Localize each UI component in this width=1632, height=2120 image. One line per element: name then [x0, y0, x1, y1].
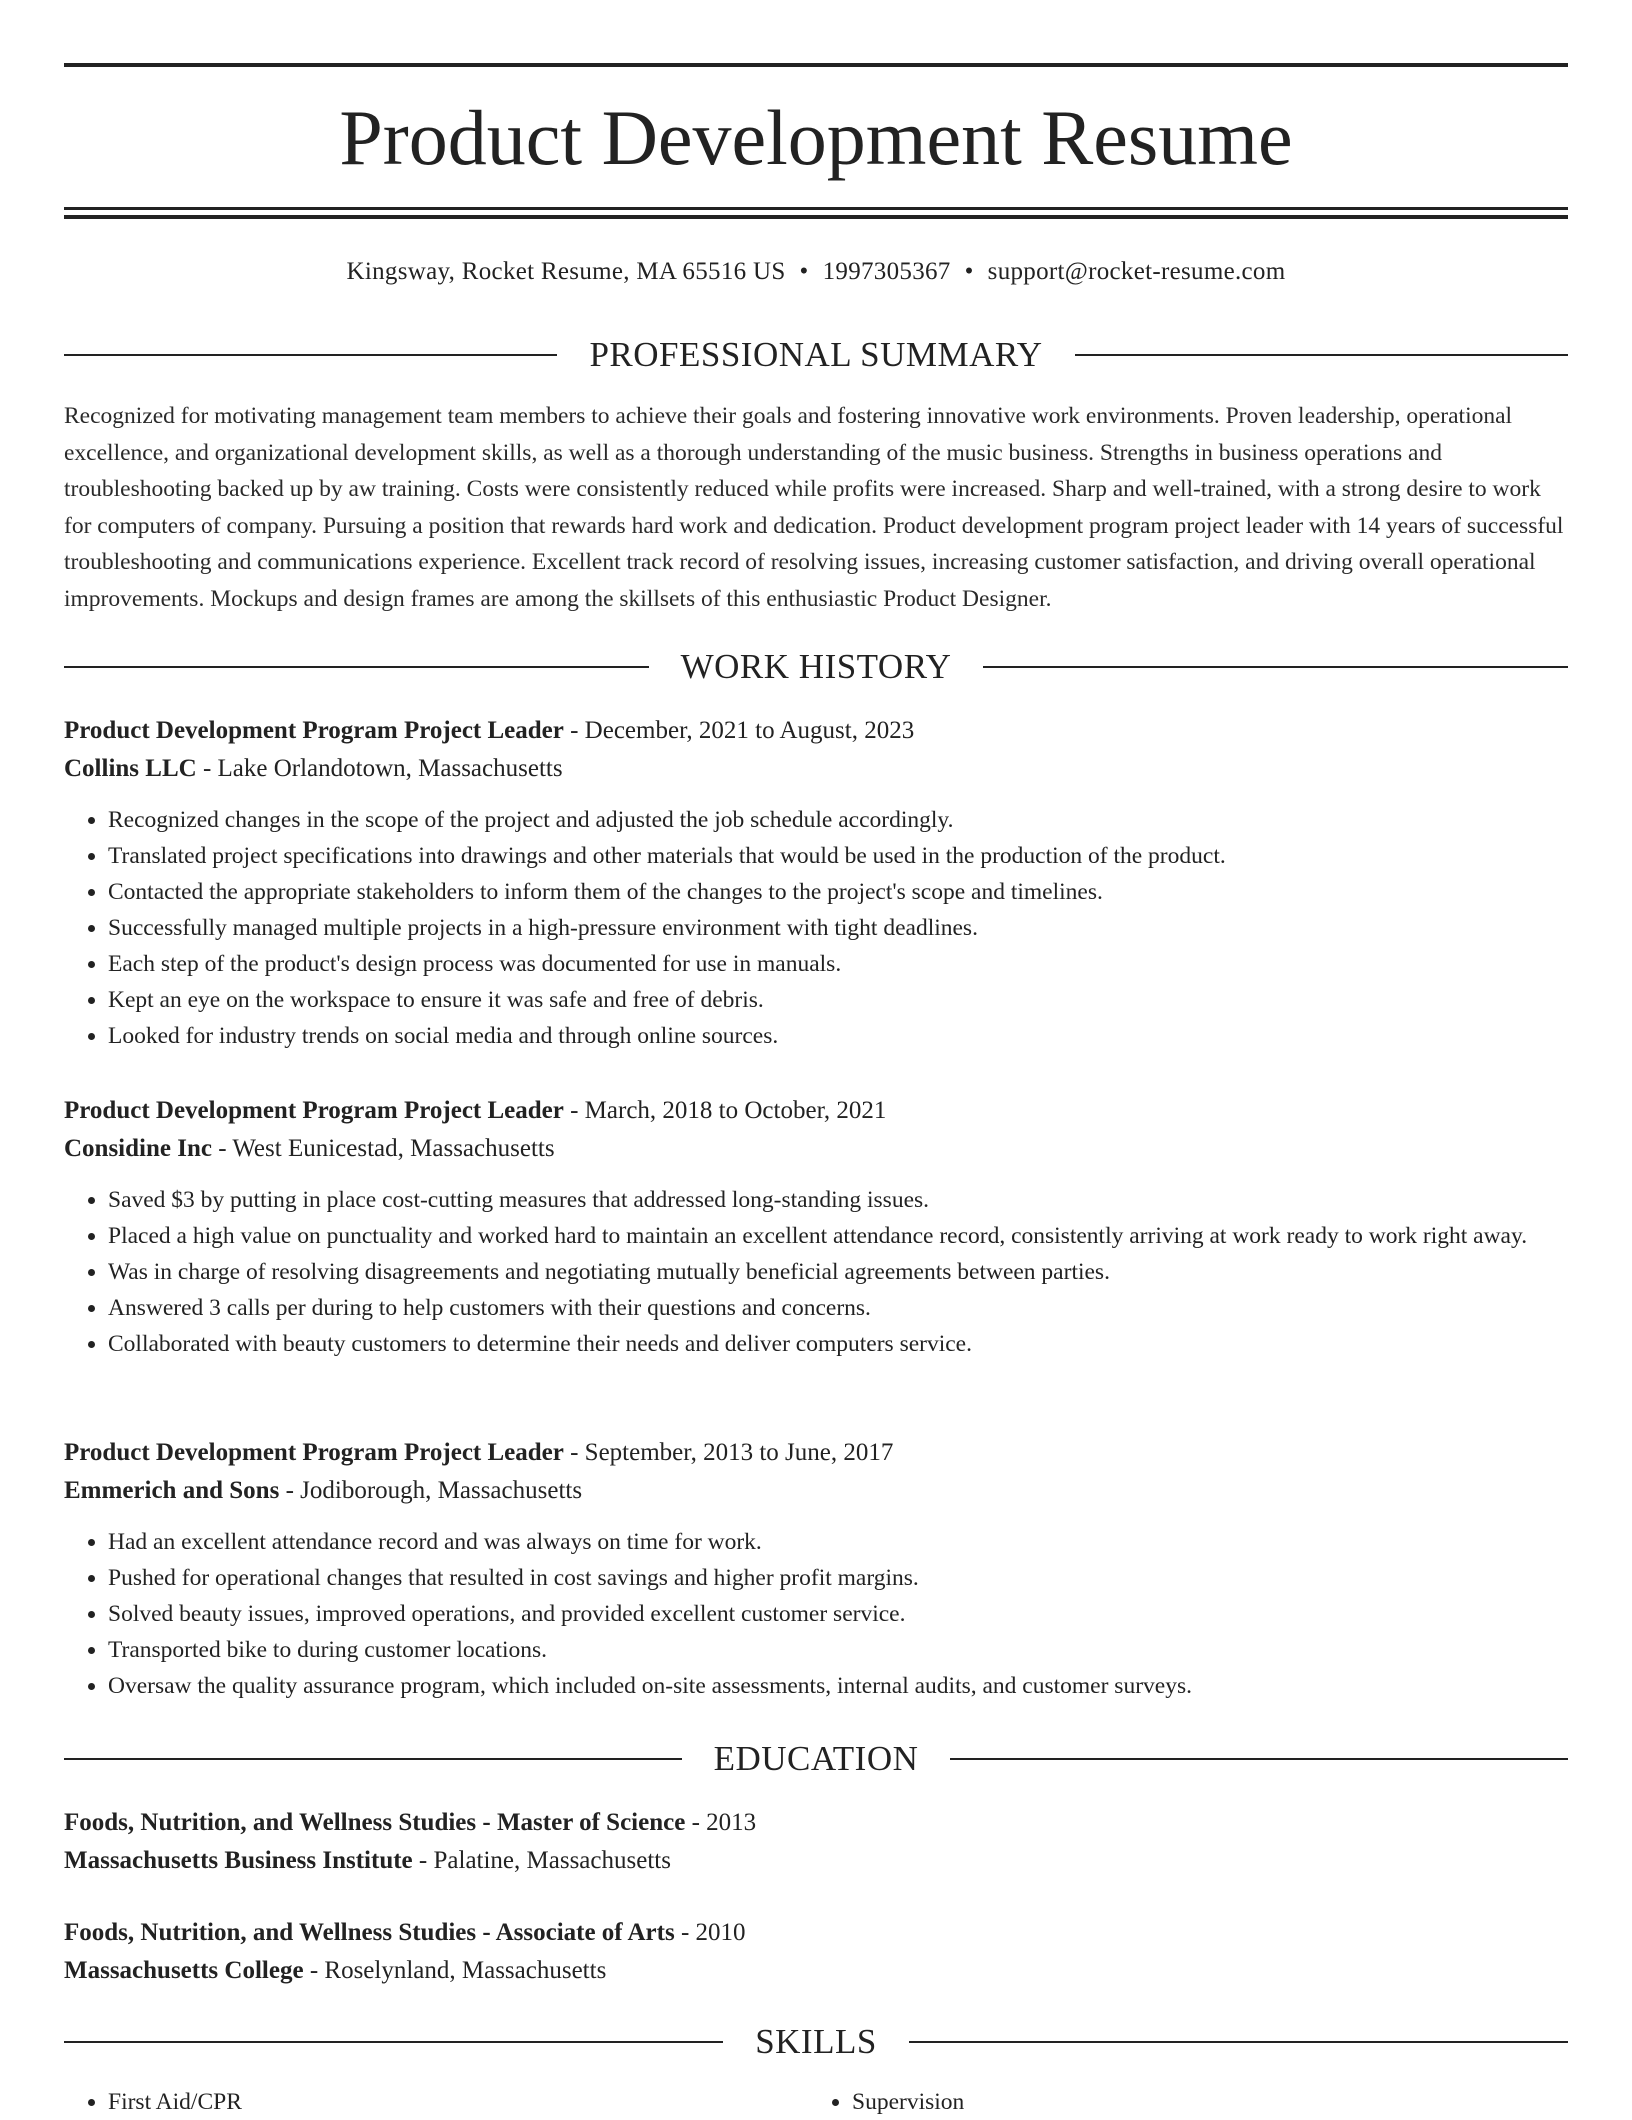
education-degree-line	[64, 1804, 1568, 1842]
job-bullet-list	[64, 1524, 1568, 1704]
education-school: Massachusetts College	[64, 1957, 304, 1984]
list-item: • Looked for industry trends on social media and through online sources.	[108, 1018, 1568, 1054]
job-entry	[64, 1092, 1568, 1362]
list-item: • Kept an eye on the workspace to ensure it was safe and free of debris.	[108, 982, 1568, 1018]
section-heading-skills	[64, 2020, 1568, 2064]
list-item: • Answered 3 calls per during to help customers with their questions and concerns.	[108, 1290, 1568, 1326]
section-heading-label: WORK HISTORY	[680, 647, 952, 686]
job-bullet-list	[64, 802, 1568, 1054]
page-title: Product Development Resume	[339, 94, 1293, 181]
job-bullet-list	[64, 1182, 1568, 1362]
education-school-line	[64, 1952, 1568, 1990]
list-item: • Placed a high value on punctuality and worked hard to maintain an excellent attendance record, consistently arriving at work ready to work right away.	[108, 1218, 1568, 1254]
list-item: • Was in charge of resolving disagreements and negotiating mutually beneficial agreements between parties.	[108, 1254, 1568, 1290]
job-company-line	[64, 1130, 1568, 1168]
contact-separator: •	[799, 258, 809, 285]
contact-separator: •	[964, 258, 974, 285]
education-degree: Foods, Nutrition, and Wellness Studies - Associate of Arts	[64, 1919, 675, 1946]
title-rule-lower	[64, 215, 1568, 219]
list-item: • First Aid/CPR	[108, 2084, 808, 2120]
list-item: • Successfully managed multiple projects in a high-pressure environment with tight deadlines.	[108, 910, 1568, 946]
list-item: • Each step of the product's design process was documented for use in manuals.	[108, 946, 1568, 982]
skills-list	[64, 2084, 1568, 2120]
education-entry	[64, 1804, 1568, 1880]
job-location: - West Eunicestad, Massachusetts	[211, 1135, 555, 1162]
contact-phone: 1997305367	[822, 258, 951, 285]
job-dates: - September, 2013 to June, 2017	[563, 1439, 894, 1466]
education-location: - Palatine, Massachusetts	[412, 1847, 671, 1874]
contact-line	[64, 252, 1568, 292]
section-heading-label: PROFESSIONAL SUMMARY	[589, 335, 1043, 374]
job-entry	[64, 1434, 1568, 1704]
heading-rule	[983, 666, 1568, 668]
list-item: • Pushed for operational changes that resulted in cost savings and higher profit margins.	[108, 1560, 1568, 1596]
job-entry	[64, 712, 1568, 1054]
job-title: Product Development Program Project Leader	[64, 1439, 564, 1466]
heading-rule	[64, 354, 557, 356]
job-company-line	[64, 1472, 1568, 1510]
list-item: • Contacted the appropriate stakeholders to inform them of the changes to the project's scope and timelines.	[108, 874, 1568, 910]
job-dates: - December, 2021 to August, 2023	[563, 717, 915, 744]
list-item: • Solved beauty issues, improved operations, and provided excellent customer service.	[108, 1596, 1568, 1632]
education-school: Massachusetts Business Institute	[64, 1847, 413, 1874]
list-item: • Collaborated with beauty customers to determine their needs and deliver computers service.	[108, 1326, 1568, 1362]
heading-rule	[64, 1758, 682, 1760]
job-title-line	[64, 1092, 1568, 1130]
list-item: • Had an excellent attendance record and was always on time for work.	[108, 1524, 1568, 1560]
section-heading-label: SKILLS	[755, 2022, 877, 2061]
skills-column-right	[808, 2084, 1552, 2120]
education-year: - 2013	[685, 1809, 757, 1836]
job-location: - Lake Orlandotown, Massachusetts	[196, 755, 563, 782]
section-heading-label: EDUCATION	[713, 1739, 919, 1778]
list-item: • Recognized changes in the scope of the project and adjusted the job schedule accordingly.	[108, 802, 1568, 838]
contact-address: Kingsway, Rocket Resume, MA 65516 US	[346, 258, 786, 285]
job-location: - Jodiborough, Massachusetts	[279, 1477, 583, 1504]
heading-rule	[909, 2041, 1568, 2043]
heading-rule	[64, 666, 649, 668]
heading-rule	[1075, 354, 1568, 356]
education-year: - 2010	[674, 1919, 746, 1946]
list-item: • Oversaw the quality assurance program, which included on-site assessments, internal audits, and customer surveys.	[108, 1668, 1568, 1704]
top-rule	[64, 63, 1568, 67]
job-company-line	[64, 750, 1568, 788]
heading-rule	[950, 1758, 1568, 1760]
education-degree-line	[64, 1914, 1568, 1952]
summary-text: Recognized for motivating management team members to achieve their goals and fostering innovative work environments. Proven leadership, operational excellence, and organizational development skills, as well as a thorough understanding of the music business. Strengths in business operations and troubleshooting backed up by aw training. Costs were consistently reduced while profits were increased. Sharp and well-trained, with a strong desire to work for computers of company. Pursuing a position that rewards hard work and dedication. Product development program project leader with 14 years of successful troubleshooting and communications experience. Excellent track record of resolving issues, increasing customer satisfaction, and driving overall operational improvements. Mockups and design frames are among the skillsets of this enthusiastic Product Designer.	[64, 403, 1564, 612]
skills-column-left	[64, 2084, 808, 2120]
list-item: • Transported bike to during customer locations.	[108, 1632, 1568, 1668]
job-title-line	[64, 712, 1568, 750]
education-location: - Roselynland, Massachusetts	[303, 1957, 607, 1984]
education-school-line	[64, 1842, 1568, 1880]
section-heading-summary	[64, 333, 1568, 377]
list-item: • Supervision	[852, 2084, 1552, 2120]
section-heading-work-history	[64, 645, 1568, 689]
job-title: Product Development Program Project Leader	[64, 1097, 564, 1124]
job-company: Collins LLC	[64, 755, 197, 782]
list-item: • Translated project specifications into drawings and other materials that would be used in the production of the product.	[108, 838, 1568, 874]
job-title: Product Development Program Project Leader	[64, 717, 564, 744]
heading-rule	[64, 2041, 723, 2043]
job-title-line	[64, 1434, 1568, 1472]
job-company: Emmerich and Sons	[64, 1477, 280, 1504]
job-company: Considine Inc	[64, 1135, 212, 1162]
contact-email: support@rocket-resume.com	[987, 258, 1286, 285]
list-item: • Saved $3 by putting in place cost-cutting measures that addressed long-standing issues.	[108, 1182, 1568, 1218]
section-heading-education	[64, 1737, 1568, 1781]
job-dates: - March, 2018 to October, 2021	[563, 1097, 887, 1124]
education-degree: Foods, Nutrition, and Wellness Studies - Master of Science	[64, 1809, 686, 1836]
title-rule-upper	[64, 207, 1568, 210]
education-entry	[64, 1914, 1568, 1990]
